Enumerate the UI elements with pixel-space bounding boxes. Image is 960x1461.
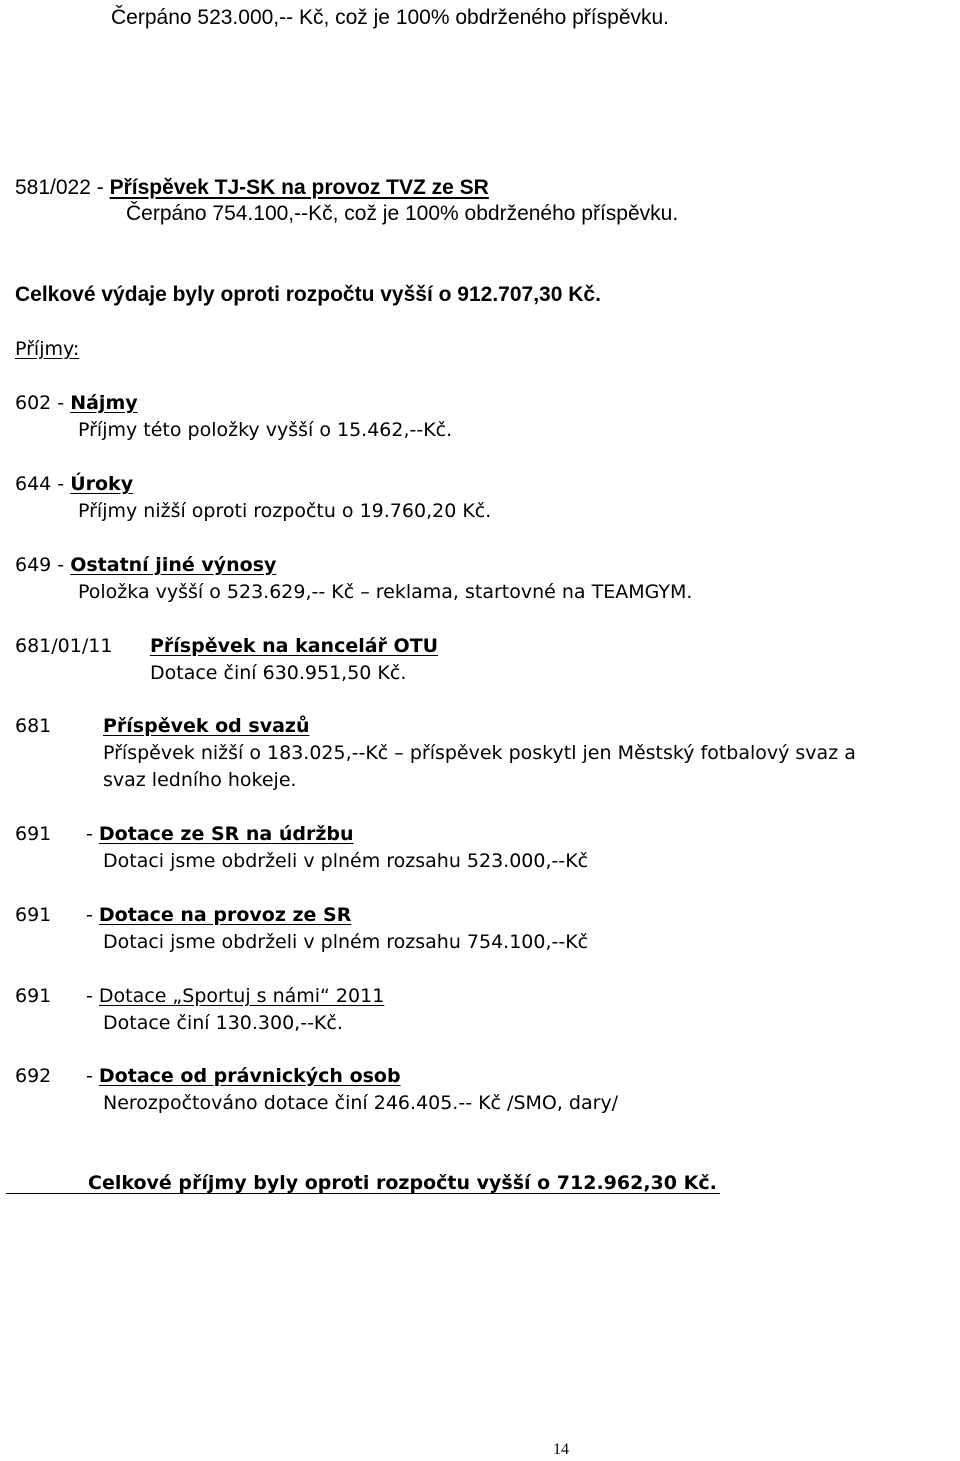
- item-code: 649 -: [15, 554, 71, 576]
- item-title: Ostatní jiné výnosy: [70, 554, 277, 576]
- item-title: Příspěvek TJ-SK na provoz TVZ ze SR: [109, 176, 489, 199]
- income-heading-label: Příjmy:: [15, 338, 80, 360]
- item-644-text: Příjmy nižší oproti rozpočtu o 19.760,20 Kč.: [78, 500, 492, 522]
- page-number: 14: [553, 1441, 569, 1458]
- item-681-heading: [15, 714, 310, 738]
- item-691-sportuj-text: Dotace činí 130.300,--Kč.: [103, 1012, 343, 1034]
- item-code: 692: [15, 1065, 52, 1087]
- item-649-text: Položka vyšší o 523.629,-- Kč – reklama, startovné na TEAMGYM.: [78, 581, 693, 603]
- item-681-01-11-heading: [15, 634, 438, 658]
- item-title: Nájmy: [70, 392, 138, 414]
- item-691-maintenance-heading: [15, 822, 354, 846]
- item-code: 681: [15, 715, 52, 737]
- item-title: Dotace ze SR na údržbu: [98, 823, 354, 845]
- item-691-operation-heading: [15, 903, 351, 927]
- item-title: Příspěvek na kancelář OTU: [150, 635, 439, 657]
- item-code: 581/022 -: [15, 176, 110, 199]
- item-681-text-2: svaz ledního hokeje.: [103, 769, 297, 791]
- item-title: Úroky: [70, 473, 134, 495]
- item-code: 691: [15, 985, 52, 1007]
- item-691-maintenance-text: Dotaci jsme obdrželi v plném rozsahu 523.000,--Kč: [103, 850, 589, 872]
- item-681-01-11-text: Dotace činí 630.951,50 Kč.: [150, 662, 407, 684]
- item-code: 602 -: [15, 392, 71, 414]
- item-dash: -: [86, 823, 99, 845]
- item-602-heading: [15, 391, 138, 415]
- item-691-operation-text: Dotaci jsme obdrželi v plném rozsahu 754.100,--Kč: [103, 931, 589, 953]
- item-title: Dotace na provoz ze SR: [98, 904, 352, 926]
- item-dash: -: [86, 985, 99, 1007]
- item-692-heading: [15, 1064, 401, 1088]
- item-644-heading: [15, 472, 133, 496]
- item-dash: -: [86, 904, 99, 926]
- item-581-heading: [15, 176, 489, 200]
- item-692-text: Nerozpočtováno dotace činí 246.405.-- Kč /SMO, dary/: [103, 1092, 619, 1114]
- item-649-heading: [15, 553, 276, 577]
- item-code: 691: [15, 823, 52, 845]
- item-title: Příspěvek od svazů: [103, 715, 310, 737]
- drawn-amount-line: Čerpáno 523.000,-- Kč, což je 100% obdrženého příspěvku.: [111, 6, 670, 29]
- item-691-sportuj-heading: [15, 984, 384, 1008]
- item-code: 681/01/11: [15, 635, 113, 657]
- item-title: Dotace „Sportuj s námi“ 2011: [98, 985, 385, 1007]
- separator-line: [6, 1193, 720, 1194]
- item-602-text: Příjmy této položky vyšší o 15.462,--Kč.: [78, 419, 453, 441]
- item-dash: -: [86, 1065, 99, 1087]
- income-heading: [15, 337, 79, 361]
- item-code: 644 -: [15, 473, 71, 495]
- item-681-text-1: Příspěvek nižší o 183.025,--Kč – příspěvek poskytl jen Městský fotbalový svaz a: [103, 742, 856, 764]
- total-income-line: Celkové příjmy byly oproti rozpočtu vyšší o 712.962,30 Kč.: [88, 1172, 717, 1194]
- total-expenses-line: Celkové výdaje byly oproti rozpočtu vyšší o 912.707,30 Kč.: [15, 283, 601, 306]
- item-581-text: Čerpáno 754.100,--Kč, což je 100% obdrženého příspěvku.: [126, 202, 679, 225]
- item-title: Dotace od právnických osob: [98, 1065, 401, 1087]
- item-code: 691: [15, 904, 52, 926]
